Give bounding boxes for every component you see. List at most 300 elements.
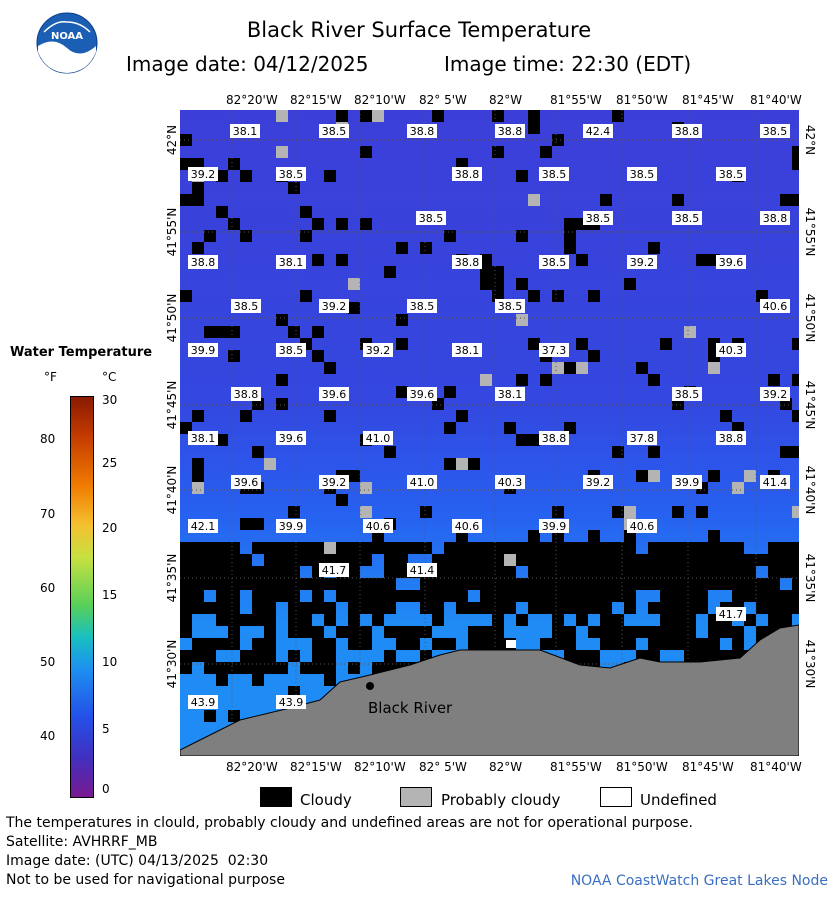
cloud-cell [672,602,684,614]
cloud-cell [192,470,204,482]
cloud-cell [576,254,588,266]
cloud-cell [756,590,768,602]
temperature-label: 41.0 [409,476,435,489]
cloud-cell [228,590,240,602]
probably-cloudy-cell [624,506,636,518]
cloud-cell [792,194,799,206]
cloud-cell [312,254,324,266]
cloud-cell [468,626,480,638]
cloud-cell [264,578,276,590]
cloud-cell [720,542,732,554]
cloud-cell [780,590,792,602]
utc-date: Image date: (UTC) 04/13/2025 02:30 [6,853,269,869]
cloud-cell [660,542,672,554]
temperature-label: 38.8 [409,125,435,138]
cloud-cell [204,662,216,674]
cloud-cell [216,638,228,650]
cloud-cell [312,326,324,338]
cloud-cell [336,254,348,266]
temperature-label: 40.6 [629,520,655,533]
cloud-cell [576,566,588,578]
cloud-cell [228,602,240,614]
cloud-cell [636,566,648,578]
cloud-cell [312,602,324,614]
temperature-label: 38.1 [278,256,304,269]
cloud-cell [348,614,360,626]
cloud-cell [180,194,192,206]
cloud-cell [684,578,696,590]
temperature-label: 38.8 [190,256,216,269]
cloud-cell [444,566,456,578]
satellite: Satellite: AVHRRF_MB [6,834,158,850]
cloud-cell [228,542,240,554]
temperature-label: 41.4 [409,564,435,577]
cloud-cell [288,542,300,554]
cloud-cell [456,566,468,578]
cloud-cell [444,458,456,470]
temperature-label: 38.5 [674,388,700,401]
lon-label-top: 82°20'W [226,93,278,107]
cloud-cell [624,626,636,638]
cloud-cell [288,650,300,662]
cloud-cell [552,590,564,602]
lat-label-right: 41°40'N [803,465,817,515]
legend-c-tick: 10 [102,655,118,669]
temperature-label: 40.6 [762,300,788,313]
cloud-cell [444,230,456,242]
cloud-cell [468,578,480,590]
cloud-cell [684,614,696,626]
probably-cloudy-cell [516,314,528,326]
lat-label-left: 41°30'N [165,639,179,689]
cloud-cell [288,590,300,602]
cloud-cell [732,578,744,590]
cloud-cell [288,554,300,566]
temperature-label: 38.5 [278,344,304,357]
cloud-cell [660,590,672,602]
cloud-cell [768,554,780,566]
cloud-cell [708,554,720,566]
legend-f-tick: 50 [40,655,56,669]
cloud-cell [444,638,456,650]
cloud-cell [348,302,360,314]
page-title: Black River Surface Temperature [246,18,592,42]
cloud-cell [240,230,252,242]
cloud-cell [336,494,348,506]
cloud-cell [384,266,396,278]
probably-cloudy-cell [324,542,336,554]
cloud-cell [240,614,252,626]
cloud-cell [492,542,504,554]
cloud-cell [180,626,192,638]
cloud-cell [648,374,660,386]
temperature-label: 39.2 [629,256,655,269]
cloud-cell [180,662,192,674]
cloud-cell [240,518,252,530]
map-canvas [180,110,799,756]
cloud-cell [648,542,660,554]
cloud-cell [276,554,288,566]
cloud-cell [180,554,192,566]
cloud-cell [756,602,768,614]
cloud-cell [564,578,576,590]
cloud-cell [492,602,504,614]
cloud-cell [540,590,552,602]
temperature-label: 39.9 [278,520,304,533]
probably-cloudy-cell [456,458,468,470]
temperature-label: 39.9 [674,476,700,489]
cloud-cell [348,470,360,482]
temperature-label: 38.5 [629,168,655,181]
cloud-cell [300,554,312,566]
lat-label-right: 41°55'N [803,207,817,257]
cloud-cell [444,542,456,554]
cloud-cell [552,602,564,614]
cloud-cell [276,542,288,554]
cloud-cell [300,614,312,626]
cloud-cell [492,614,504,626]
cloud-cell [192,410,204,422]
cloud-cell [780,446,792,458]
cloud-cell [780,614,792,626]
cloud-cell [420,506,432,518]
cloud-cell [264,650,276,662]
temperature-label: 38.5 [541,168,567,181]
lat-label-right: 41°45'N [803,380,817,430]
cloud-cell [504,602,516,614]
cloud-cell [720,626,732,638]
cloud-cell [456,554,468,566]
cloud-cell [672,194,684,206]
cloud-cell [600,566,612,578]
cloud-cell [660,638,672,650]
probably-cloudy-cell [372,110,384,122]
cloud-cell [588,578,600,590]
cloud-cell [468,602,480,614]
cloud-cell [540,638,552,650]
cloud-cell [708,578,720,590]
cloud-cell [756,554,768,566]
cloud-cell [384,566,396,578]
cloud-cell [228,218,240,230]
cloud-cell [396,542,408,554]
cloud-cell [192,590,204,602]
temperature-label: 38.5 [409,300,435,313]
cloud-cell [192,650,204,662]
cloud-cell [228,662,240,674]
cloud-cell [204,566,216,578]
cloud-cell [276,398,288,410]
temperature-label: 38.5 [718,168,744,181]
cloud-cell [516,170,528,182]
cloud-cell [780,602,792,614]
lat-label-left: 42°N [165,124,179,156]
cloud-cell [540,542,552,554]
cloud-cell [252,614,264,626]
cloud-cell [252,566,264,578]
cloud-cell [600,590,612,602]
cloud-cell [432,602,444,614]
cloud-cell [216,206,228,218]
cloud-cell [552,506,564,518]
cloud-cell [684,626,696,638]
cloud-cell [384,446,396,458]
cloud-cell [324,602,336,614]
cloud-cell [396,638,408,650]
cloud-cell [252,446,264,458]
cloud-cell [708,530,720,542]
probably-cloudy-cell [360,506,372,518]
cloud-cell [264,542,276,554]
cloud-cell [420,242,432,254]
temperature-label: 39.2 [321,476,347,489]
temperature-label: 38.5 [418,212,444,225]
cloud-cell [240,650,252,662]
cloud-cell [792,554,799,566]
temperature-label: 37.8 [629,432,655,445]
cloud-cell [672,542,684,554]
cloud-cell [516,614,528,626]
legend-c-tick: 0 [102,782,110,796]
cloud-cell [732,554,744,566]
cloud-cell [312,350,324,362]
lon-label-bottom: 82°20'W [226,760,278,774]
cloud-cell [744,590,756,602]
cloud-cell [696,578,708,590]
cloud-cell [324,578,336,590]
cloud-cell [768,602,780,614]
cloud-cell [564,242,576,254]
cloud-cell [252,662,264,674]
cloud-cell [684,650,696,662]
probably-cloudy-cell [684,326,696,338]
nav-warning: Not to be used for navigational purpose [6,872,285,888]
cloud-cell [480,278,492,290]
cloud-cell [204,542,216,554]
cloud-cell [564,230,576,242]
cloud-cell [624,554,636,566]
temperature-label: 39.6 [278,432,304,445]
cloud-cell [252,650,264,662]
cloud-cell [540,554,552,566]
cloud-cell [312,650,324,662]
cloud-cell [444,590,456,602]
cloud-cell [480,590,492,602]
cloud-cell [408,638,420,650]
temperature-label: 39.2 [762,388,788,401]
cloud-cell [612,638,624,650]
cloud-cell [528,602,540,614]
cloud-cell [348,662,360,674]
cloud-cell [516,542,528,554]
cloud-cell [180,602,192,614]
cloud-cell [312,542,324,554]
cloud-cell [216,614,228,626]
cloud-cell [492,146,504,158]
cloud-cell [708,566,720,578]
cloud-cell [204,602,216,614]
undefined-label: Undefined [640,791,717,809]
temperature-label: 41.7 [718,608,744,621]
cloud-cell [288,578,300,590]
cloud-cell [552,614,564,626]
cloud-cell [624,602,636,614]
cloud-cell [660,626,672,638]
cloud-cell [792,158,799,170]
temperature-label: 38.5 [497,300,523,313]
cloud-cell [204,638,216,650]
cloud-cell [624,638,636,650]
cloud-cell [396,554,408,566]
cloud-cell [396,338,408,350]
cloud-cell [432,614,444,626]
cloud-cell [288,182,300,194]
cloud-cell [432,578,444,590]
cloud-cell [540,566,552,578]
cloud-cell [252,602,264,614]
cloud-cell [612,566,624,578]
cloud-cell [408,590,420,602]
cloud-cell [360,602,372,614]
cloud-cell [696,254,708,266]
cloud-cell [672,626,684,638]
temperature-label: 40.3 [718,344,744,357]
cloud-cell [384,590,396,602]
cloud-cell [348,578,360,590]
probably-cloudy-cell [360,482,372,494]
cloud-cell [360,218,372,230]
cloud-cell [336,578,348,590]
cloud-cell [204,710,216,722]
cloud-cell [300,290,312,302]
probably-cloudy-cell [480,374,492,386]
cloud-cell [456,590,468,602]
temperature-label: 37.3 [541,344,567,357]
lon-label-top: 81°55'W [550,93,602,107]
temperature-label: 42.4 [585,125,611,138]
cloud-cell [672,614,684,626]
cloud-cell [768,590,780,602]
cloud-cell [264,590,276,602]
legend-colorbar [70,396,94,798]
lat-label-left: 41°45'N [165,380,179,430]
cloud-cell [600,542,612,554]
cloud-cell [756,578,768,590]
cloud-cell [396,566,408,578]
cloud-cell [624,542,636,554]
cloud-cell [684,542,696,554]
undefined-swatch [600,787,632,807]
probably-cloudy-cell [648,470,660,482]
cloud-cell [588,626,600,638]
lat-label-left: 41°50'N [165,293,179,343]
cloud-cell [672,554,684,566]
cloud-cell [288,506,300,518]
cloud-cell [480,554,492,566]
cloud-cell [276,662,288,674]
cloud-cell [216,662,228,674]
cloud-cell [228,614,240,626]
cloud-cell [420,542,432,554]
cloud-cell [672,506,684,518]
cloud-cell [552,134,564,146]
temperature-label: 38.5 [585,212,611,225]
cloud-cell [636,578,648,590]
cloud-cell [252,578,264,590]
cloud-cell [324,410,336,422]
cloud-cell [468,542,480,554]
cloud-cell [192,542,204,554]
cloud-cell [744,566,756,578]
cloud-cell [636,362,648,374]
probably-cloudy-cell [576,362,588,374]
cloud-cell [516,374,528,386]
cloud-cell [372,614,384,626]
cloud-cell [792,146,799,158]
cloud-cell [300,626,312,638]
cloud-cell [384,602,396,614]
lon-label-bottom: 82°15'W [290,760,342,774]
cloud-cell [312,218,324,230]
cloud-cell [696,554,708,566]
cloud-cell [720,578,732,590]
cloud-cell [552,578,564,590]
probably-cloudy-cell [792,506,799,518]
lat-label-right: 41°30'N [803,639,817,689]
cloud-cell [360,578,372,590]
cloud-cell [720,566,732,578]
cloud-cell [528,122,540,134]
cloud-cell [264,638,276,650]
cloud-cell [228,626,240,638]
cloud-cell [792,566,799,578]
cloud-cell [600,554,612,566]
temperature-label: 38.5 [233,300,259,313]
lon-label-top: 81°45'W [682,93,734,107]
cloud-cell [300,542,312,554]
cloud-cell [588,530,600,542]
cloud-cell [360,542,372,554]
probably-cloudy-cell [192,482,204,494]
legend-unit-f: °F [44,370,57,384]
cloud-cell [672,578,684,590]
cloud-cell [552,290,564,302]
cloud-cell [528,578,540,590]
cloud-cell [312,626,324,638]
cloud-cell [228,638,240,650]
cloud-cell [792,602,799,614]
cloud-cell [684,554,696,566]
black-river-point [366,682,374,690]
cloud-cell [396,314,408,326]
cloud-cell [216,554,228,566]
cloud-cell [468,638,480,650]
cloud-cell [588,290,600,302]
cloud-cell [444,578,456,590]
cloud-cell [336,218,348,230]
temperature-label: 38.5 [674,212,700,225]
legend-f-tick: 70 [40,507,56,521]
cloud-cell [552,566,564,578]
temperature-label: 43.9 [190,696,216,709]
cloud-cell [420,590,432,602]
cloud-cell [276,374,288,386]
lat-label-left: 41°55'N [165,207,179,257]
legend-unit-c: °C [102,370,117,384]
temperature-label: 38.8 [762,212,788,225]
cloud-cell [252,542,264,554]
cloud-cell [684,602,696,614]
